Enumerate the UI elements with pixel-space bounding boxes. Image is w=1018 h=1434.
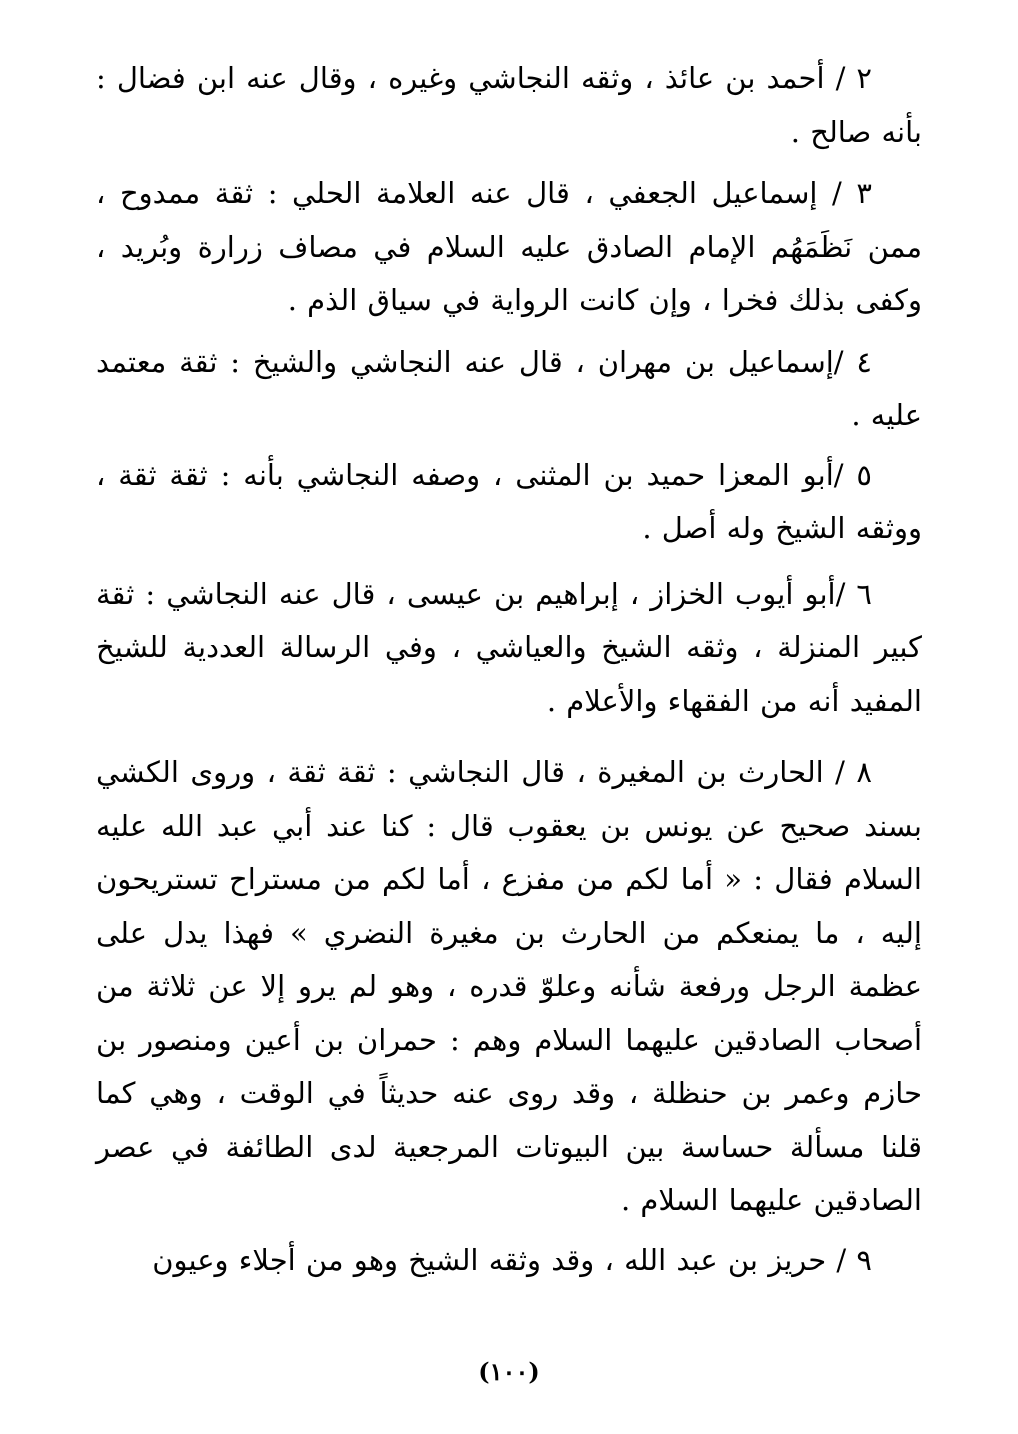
paragraph-entry-8: ٨ / الحارث بن المغيرة ، قال النجاشي : ثقة ثقة ، وروى الكشي بسند صحيح عن يونس بن يعقوب قال : كنا عند أبي عبد الله عليه السلام فقال : « أما لكم من مفزع ، أما لكم من مستراح تستريحون إليه ، ما يمنعكم من الحارث بن مغيرة النضري » فهذا يدل على عظمة الرجل ورفعة شأنه وعلوّ قدره ، وهو لم يرو إلا عن ثلاثة من أصحاب الصادقين عليهما السلام وهم : حمران بن أعين ومنصور بن حازم وعمر بن حنظلة ، وقد روى عنه حديثاً في الوقت ، وهي كما قلنا مسألة حساسة بين البيوتات المرجعية لدى الطائفة في عصر الصادقين عليهما السلام . bbox=[96, 755, 922, 1217]
paragraph-entry-9: ٩ / حريز بن عبد الله ، وقد وثقه الشيخ وهو من أجلاء وعيون bbox=[152, 1242, 872, 1277]
paragraph-entry-2: ٢ / أحمد بن عائذ ، وثقه النجاشي وغيره ، وقال عنه ابن فضال : بأنه صالح . bbox=[96, 61, 922, 149]
paragraph-entry-4: ٤ /إسماعيل بن مهران ، قال عنه النجاشي والشيخ : ثقة معتمد عليه . bbox=[96, 344, 922, 432]
page-body bbox=[96, 52, 922, 1352]
paragraph-entry-3: ٣ / إسماعيل الجعفي ، قال عنه العلامة الحلي : ثقة ممدوح ، ممن نَظَمَهُم الإمام الصادق عليه السلام في مصاف زرارة وبُريد ، وكفى بذلك فخرا ، وإن كانت الرواية في سياق الذم . bbox=[96, 176, 922, 317]
paragraph-entry-6: ٦ /أبو أيوب الخزاز ، إبراهيم بن عيسى ، قال عنه النجاشي : ثقة كبير المنزلة ، وثقه الشيخ والعياشي ، وفي الرسالة العددية للشيخ المفيد أنه من الفقهاء والأعلام . bbox=[96, 576, 922, 718]
paragraph-entry-5: ٥ /أبو المعزا حميد بن المثنى ، وصفه النجاشي بأنه : ثقة ثقة ، ووثقه الشيخ وله أصل . bbox=[96, 457, 922, 545]
page-number: (١٠٠) bbox=[478, 1357, 540, 1386]
